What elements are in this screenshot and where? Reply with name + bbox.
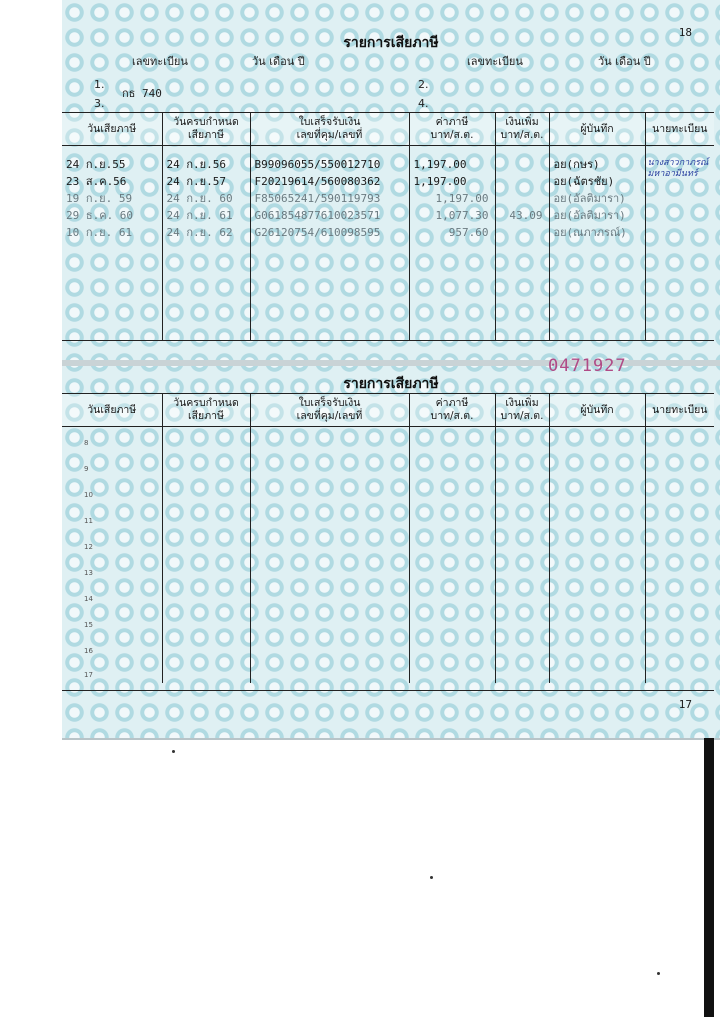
col-registrar: นายทะเบียน [645, 394, 714, 427]
table-cell: 24 ก.ย.56 [166, 158, 226, 171]
col-surcharge: เงินเพิ่ม บาท/ส.ต. [495, 113, 549, 146]
registrar-signature: นางสาวกาภรณ์ มหาอามีนทร์ [647, 158, 709, 179]
empty-cell [62, 427, 162, 683]
line-number: 17 [84, 671, 93, 679]
table-cell [496, 173, 549, 190]
table-cell: อย(กษร) [553, 158, 600, 171]
col-due-date: วันครบกำหนด เสียภาษี [162, 113, 250, 146]
slot-4-label: 4. [418, 97, 429, 110]
registrar-column [645, 146, 714, 340]
line-number: 15 [84, 621, 93, 629]
table-cell: อย(ณภาภรณ์) [553, 226, 627, 239]
tax-record-page-17 [62, 365, 720, 715]
table-cell: อย(อัลติมารา) [553, 209, 626, 222]
table-cell: 19 ก.ย. 59 [66, 192, 133, 205]
empty-cell [645, 427, 714, 683]
page-title: รายการเสียภาษี [343, 376, 439, 392]
table-body [62, 427, 714, 683]
registration-label-left: เลขทะเบียน [132, 55, 188, 68]
tax-column [409, 146, 495, 340]
col-surcharge: เงินเพิ่ม บาท/ส.ต. [495, 394, 549, 427]
stamp-number: 0471927 [548, 356, 627, 376]
page-number: 17 [678, 698, 692, 711]
table-cell: B99096055/550012710 [254, 158, 381, 171]
table-cell: 24 ก.ย.55 [66, 158, 126, 171]
date-label-right: วัน เดือน ปี [598, 55, 651, 68]
col-tax: ค่าภาษี บาท/ส.ต. [409, 113, 495, 146]
table-cell [496, 156, 549, 173]
scan-speck [172, 750, 175, 753]
line-number: 9 [84, 465, 89, 473]
table-cell: 10 ก.ย. 61 [66, 226, 133, 239]
col-paid-date: วันเสียภาษี [62, 394, 162, 427]
col-recorder: ผู้บันทึก [549, 394, 645, 427]
page-title: รายการเสียภาษี [343, 35, 439, 51]
table-cell: 24 ก.ย. 60 [166, 192, 233, 205]
table-cell: 29 ธ.ค. 60 [66, 209, 134, 222]
line-number: 12 [84, 543, 93, 551]
slot-3-label: 3. [94, 97, 105, 110]
table-cell: F85065241/590119793 [254, 192, 381, 205]
surcharge-column [495, 146, 549, 340]
col-paid-date: วันเสียภาษี [62, 113, 162, 146]
empty-tax-payment-table [62, 393, 714, 683]
table-header-row [62, 394, 714, 427]
table-bottom-rule [62, 690, 714, 691]
col-due-date: วันครบกำหนด เสียภาษี [162, 394, 250, 427]
table-cell: 1,197.00 [413, 175, 467, 188]
table-cell: 24 ก.ย.57 [166, 175, 226, 188]
table-cell: 24 ก.ย. 61 [166, 209, 233, 222]
col-tax: ค่าภาษี บาท/ส.ต. [409, 394, 495, 427]
table-cell: อย(ฉัตรชัย) [553, 175, 615, 188]
slot-2-label: 2. [418, 78, 429, 91]
table-header-row [62, 113, 714, 146]
col-registrar: นายทะเบียน [645, 113, 714, 146]
scan-speck [430, 876, 433, 879]
table-cell: G061854877610023571 [254, 209, 381, 222]
table-cell: 1,197.00 [413, 158, 467, 171]
empty-cell [250, 427, 409, 683]
empty-cell [409, 427, 495, 683]
table-cell: G26120754/610098595 [254, 226, 381, 239]
table-cell: อย(อัลติมารา) [553, 192, 626, 205]
binder-edge [704, 738, 714, 1017]
slot-1-value: กธ 740 [122, 87, 162, 100]
table-cell: 1,077.30 [435, 209, 489, 222]
receipt-column [250, 146, 409, 340]
line-number: 8 [84, 439, 89, 447]
line-number: 16 [84, 647, 93, 655]
tax-record-page-18 [62, 0, 720, 360]
empty-cell [549, 427, 645, 683]
empty-cell [495, 427, 549, 683]
registration-label-right: เลขทะเบียน [467, 55, 523, 68]
scan-speck [657, 972, 660, 975]
tax-payment-table [62, 112, 714, 340]
due-date-column [162, 146, 250, 340]
line-number: 14 [84, 595, 93, 603]
col-receipt: ใบเสร็จรับเงิน เลขที่คุม/เลขที่ [250, 394, 409, 427]
empty-cell [162, 427, 250, 683]
table-cell [496, 224, 549, 241]
col-receipt: ใบเสร็จรับเงิน เลขที่คุม/เลขที่ [250, 113, 409, 146]
table-cell: 43.09 [509, 209, 543, 222]
line-number: 10 [84, 491, 93, 499]
slot-1-label: 1. [94, 78, 105, 91]
line-number: 11 [84, 517, 93, 525]
table-cell: 1,197.00 [435, 192, 489, 205]
page-number: 18 [678, 26, 692, 39]
table-cell [496, 190, 549, 207]
table-body [62, 146, 714, 340]
col-recorder: ผู้บันทึก [549, 113, 645, 146]
table-cell: 957.60 [448, 226, 489, 239]
line-number: 13 [84, 569, 93, 577]
table-cell: 23 ส.ค.56 [66, 175, 127, 188]
table-bottom-rule [62, 340, 714, 341]
table-cell: F20219614/560080362 [254, 175, 381, 188]
date-label-left: วัน เดือน ปี [252, 55, 305, 68]
paid-date-column [62, 146, 162, 340]
table-cell: 24 ก.ย. 62 [166, 226, 233, 239]
recorder-column [549, 146, 645, 340]
